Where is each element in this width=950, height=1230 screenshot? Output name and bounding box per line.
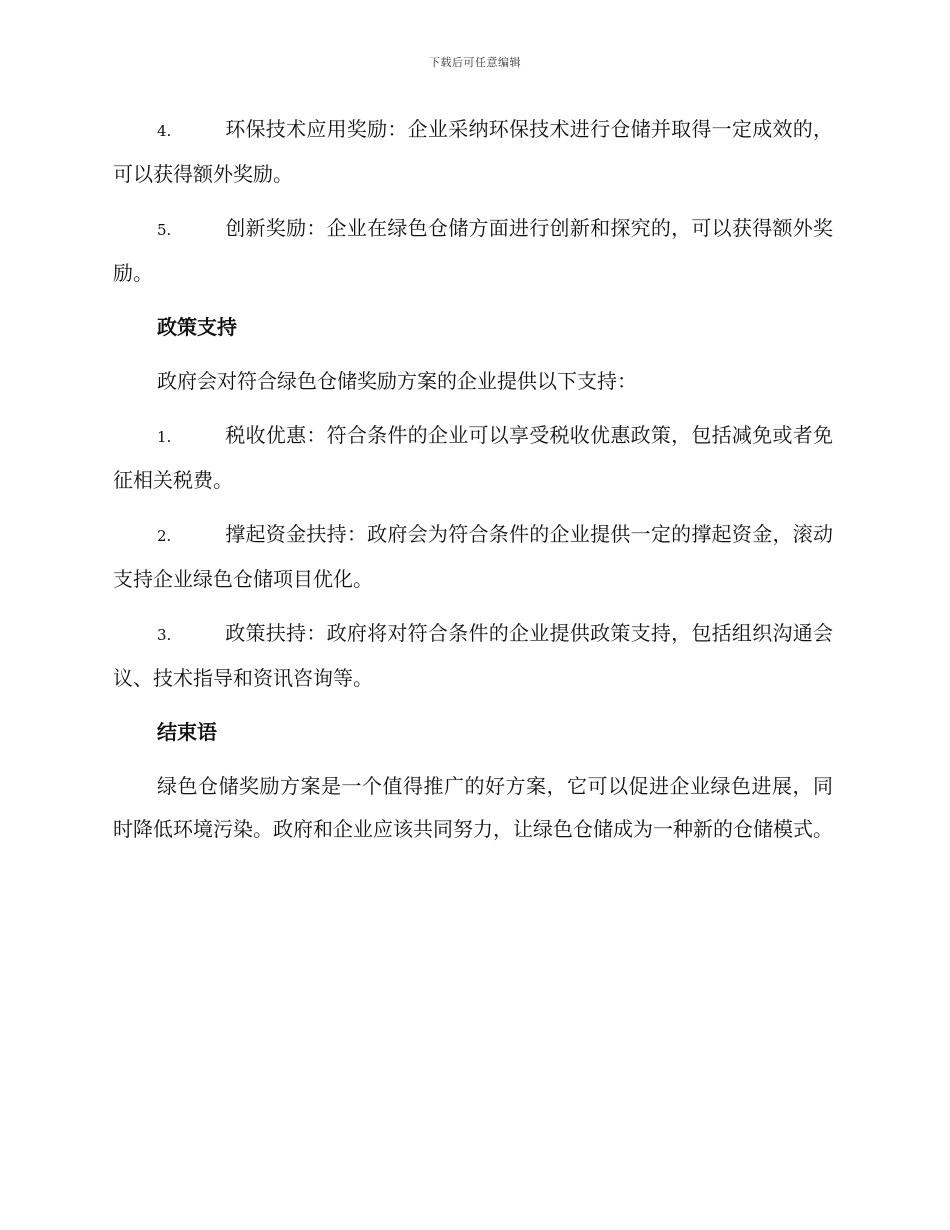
- list-number: 5.: [157, 221, 172, 239]
- document-body: [113, 108, 833, 862]
- conclusion-text: 绿色仓储奖励方案是一个值得推广的好方案，它可以促进企业绿色进展，同时降低环境污染。政府和企业应该共同努力，让绿色仓储成为一种新的仓储模式。: [113, 774, 833, 841]
- page-header: 下载后可任意编辑: [429, 56, 521, 69]
- list-number: 4.: [157, 122, 172, 140]
- award-item-4: [113, 108, 833, 196]
- list-item-text: 税收优惠：符合条件的企业可以享受税收优惠政策，包括减免或者免征相关税费。: [113, 423, 833, 492]
- list-number: 1.: [157, 428, 172, 446]
- list-number: 2.: [157, 527, 172, 545]
- list-item-text: 撑起资金扶持：政府会为符合条件的企业提供一定的撑起资金，滚动支持企业绿色仓储项目优化。: [113, 522, 833, 591]
- list-item-text: 政策扶持：政府将对符合条件的企业提供政策支持，包括组织沟通会议、技术指导和资讯咨询等。: [113, 621, 833, 690]
- policy-item-3: [113, 612, 833, 700]
- policy-item-2: [113, 513, 833, 601]
- award-item-5: [113, 207, 833, 295]
- policy-intro: 政府会对符合绿色仓储奖励方案的企业提供以下支持：: [157, 369, 637, 393]
- policy-item-1: [113, 414, 833, 502]
- section-heading-policy: 政策支持: [157, 315, 237, 339]
- list-item-text: 环保技术应用奖励：企业采纳环保技术进行仓储并取得一定成效的，可以获得额外奖励。: [113, 117, 833, 186]
- section-heading-conclusion: 结束语: [157, 720, 217, 744]
- list-number: 3.: [157, 626, 172, 644]
- list-item-text: 创新奖励：企业在绿色仓储方面进行创新和探究的，可以获得额外奖励。: [113, 216, 833, 285]
